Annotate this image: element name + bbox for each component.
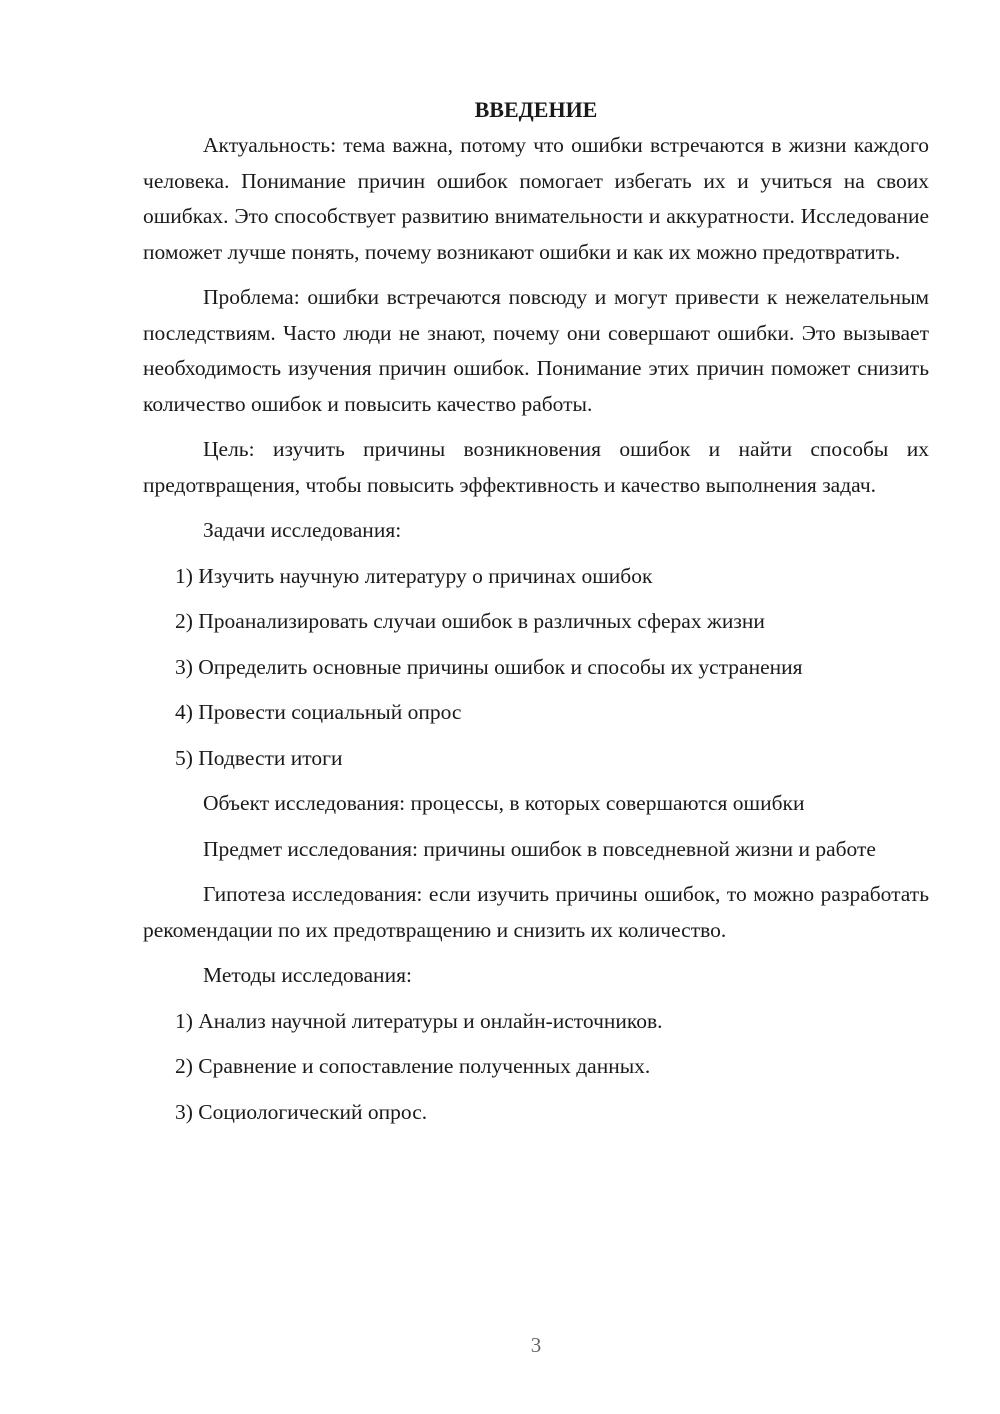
- tasks-heading: Задачи исследования:: [203, 518, 402, 542]
- hypothesis-paragraph: Гипотеза исследования: если изучить причины ошибок, то можно разработать рекомендации по их предотвращению и снизить их количество.: [143, 882, 929, 942]
- problem-paragraph: Проблема: ошибки встречаются повсюду и могут привести к нежелательным последствиям. Часто люди не знают, почему они совершают ошибки. Это вызывает необходимость изучения причин ошибок. Понимание этих причин поможет снизить количество ошибок и повысить качество работы.: [143, 285, 929, 416]
- method-item: 2) Сравнение и сопоставление полученных данных.: [175, 1054, 651, 1078]
- page-title: ВВЕДЕНИЕ: [474, 97, 598, 122]
- subject-paragraph: Предмет исследования: причины ошибок в повседневной жизни и работе: [203, 836, 876, 861]
- task-item: 2) Проанализировать случаи ошибок в различных сферах жизни: [175, 609, 765, 633]
- task-item: 1) Изучить научную литературу о причинах ошибок: [175, 563, 653, 588]
- task-item: 3) Определить основные причины ошибок и способы их устранения: [175, 654, 803, 679]
- document-page: [143, 92, 929, 1140]
- page-number: 3: [530, 1333, 542, 1357]
- methods-heading: Методы исследования:: [203, 963, 412, 987]
- object-paragraph: Объект исследования: процессы, в которых совершаются ошибки: [203, 791, 805, 815]
- method-item: 3) Социологический опрос.: [175, 1099, 428, 1124]
- relevance-paragraph: Актуальность: тема важна, потому что ошибки встречаются в жизни каждого человека. Понимание причин ошибок помогает избегать их и учиться на своих ошибках. Это способствует развитию внимательности и аккуратности. Исследование поможет лучше понять, почему возникают ошибки и как их можно предотвратить.: [143, 133, 929, 264]
- method-item: 1) Анализ научной литературы и онлайн-источников.: [175, 1008, 663, 1033]
- task-item: 4) Провести социальный опрос: [175, 700, 462, 724]
- goal-paragraph: Цель: изучить причины возникновения ошибок и найти способы их предотвращения, чтобы повысить эффективность и качество выполнения задач.: [143, 437, 929, 497]
- task-item: 5) Подвести итоги: [175, 745, 343, 770]
